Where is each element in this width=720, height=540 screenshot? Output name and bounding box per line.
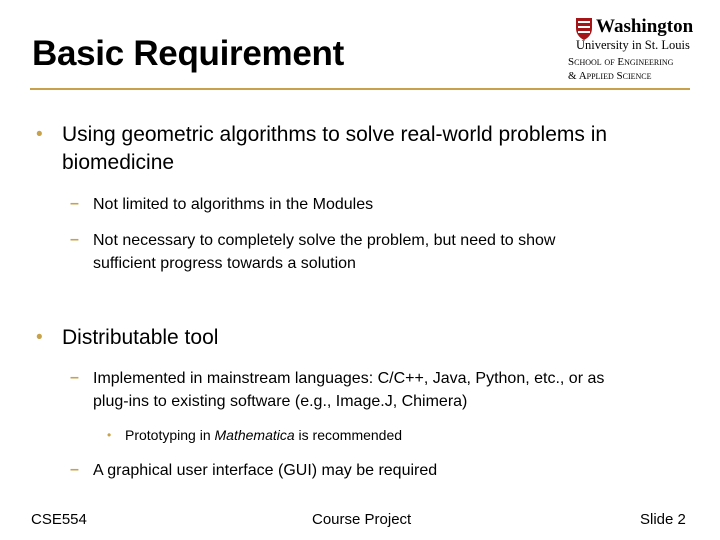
dash-icon: – [70,195,79,212]
subbullet-text: Not limited to algorithms in the Modules [93,196,374,213]
bullet-dot-icon: • [36,124,43,145]
dash-icon: – [70,369,79,386]
title-rule [30,88,690,90]
bullet-distributable-tool [36,324,219,352]
mathematica-emphasis: Mathematica [214,427,295,443]
university-logo [566,14,692,84]
subbullet-text-line2: sufficient progress towards a solution [93,255,356,272]
dash-icon: – [70,231,79,248]
subbullet-text: A graphical user interface (GUI) may be required [93,462,438,479]
logo-washington: Washington [596,16,694,37]
bullet-text-line2: biomedicine [62,151,175,174]
bullet-text: Distributable tool [62,326,219,349]
subbullet-text-line1: Implemented in mainstream languages: C/C++, Java, Python, etc., or as [93,370,605,387]
bullet-dot-icon: • [107,428,112,442]
bullet-text-line1: Using geometric algorithms to solve real-world problems in [62,123,608,146]
dash-icon: – [70,461,79,478]
subbullet-gui [70,459,438,482]
subbullet-not-limited [70,193,374,216]
subbullet-text-line1: Not necessary to completely solve the problem, but need to show [93,232,556,249]
footer-course-code: CSE554 [31,511,87,528]
logo-school: School of Engineering [568,56,674,68]
bullet-dot-icon: • [36,327,43,348]
bullet-geometric-algorithms [36,121,682,177]
prototyping-prefix: Prototyping in [125,427,215,443]
subsubbullet-prototyping [107,425,403,445]
subbullet-implemented [70,367,605,413]
footer-slide-number: Slide 2 [640,511,686,528]
slide-title: Basic Requirement [32,34,344,73]
subbullet-text-line2: plug-ins to existing software (e.g., Image.J, Chimera) [93,393,468,410]
logo-university: University in St. Louis [576,38,690,52]
logo-applied: & Applied Science [568,70,652,82]
footer-course-project: Course Project [312,511,412,528]
subbullet-not-necessary [70,229,556,275]
prototyping-suffix: is recommended [294,427,403,443]
